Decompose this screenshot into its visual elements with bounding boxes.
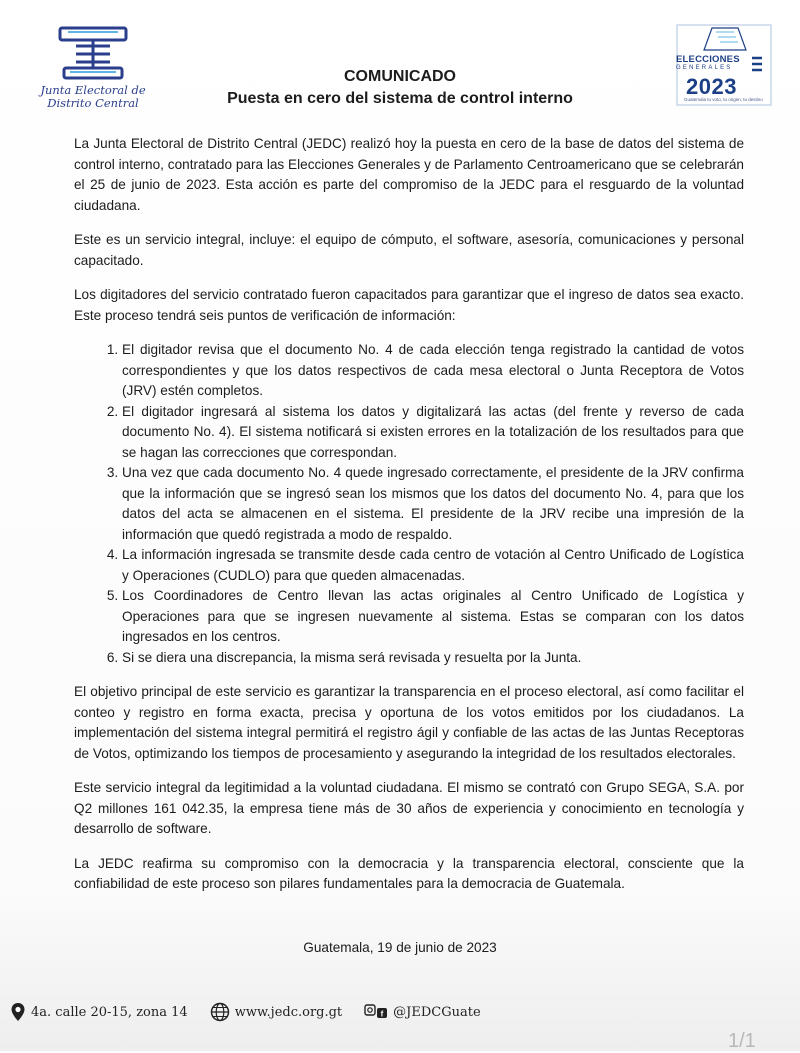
footer-website[interactable] (210, 1002, 342, 1022)
document-title: COMUNICADO (344, 68, 456, 85)
elecciones-2023-logo (676, 24, 772, 106)
jedc-logo (28, 24, 158, 116)
footer (10, 1000, 503, 1024)
list-item: 2. El digitador ingresará al sistema los datos y digitalizará las actas (del frente y reverso de cada documento No. 4). El sistema notificará si existen errores en la totalización de los resultados para que se hagan las correcciones que correspondan. (122, 402, 744, 464)
logo-left-text-line2: Distrito Central (47, 96, 139, 110)
footer-social[interactable] (364, 1003, 481, 1021)
footer-address (10, 1002, 188, 1022)
list-item: 5. Los Coordinadores de Centro llevan las actas originales al Centro Unificado de Logística y Operaciones para que se ingresen nuevamente al sistema. Estas se comparan con los datos ingresados en los centros. (122, 586, 744, 648)
page-number: 1/1 (728, 1030, 756, 1052)
footer-address-text: 4a. calle 20-15, zona 14 (31, 1004, 188, 1020)
list-item: 3. Una vez que cada documento No. 4 quede ingresado correctamente, el presidente de la JRV confirma que la información que se ingresó sean los mismos que los datos del documento No. 4, para que los datos del acta se almacenen en el sistema. El presidente de la JRV recibe una impresión de la información que quedó registrada a modo de respaldo. (122, 463, 744, 545)
svg-text:f: f (380, 1009, 384, 1019)
logo-right-sub: GENERALES (676, 65, 733, 71)
document-subtitle: Puesta en cero del sistema de control interno (227, 90, 573, 107)
footer-website-link[interactable]: www.jedc.org.gt (234, 1004, 343, 1020)
paragraph-1: La Junta Electoral de Distrito Central (JEDC) realizó hoy la puesta en cero de la base de datos del sistema de control interno, contratado para las Elecciones Generales y de Parlamento Centroamericano que se celebrarán el 25 de junio de 2023. Esta acción es parte del compromiso de la JEDC para el resguardo de la voluntad ciudadana. (74, 136, 744, 213)
globe-icon (210, 1002, 230, 1022)
logo-left-text-line1: Junta Electoral de (40, 83, 146, 97)
social-media-icons (364, 1003, 388, 1021)
paragraph-6: La JEDC reafirma su compromiso con la democracia y la transparencia electoral, consciente que la confiabilidad de este proceso son pilares fundamentales para la democracia de Guatemala. (74, 855, 744, 891)
jedc-emblem-icon (54, 24, 132, 82)
paragraph-4: El objetivo principal de este servicio es garantizar la transparencia en el proceso electoral, así como facilitar el conteo y registro en forma exacta, precisa y oportuna de los votos emitidos por los ciudadanos. La implementación del sistema integral permitirá el registro ágil y confiable de las actas de las Juntas Receptoras de Votos, optimizando los tiempos de procesamiento y asegurando la integridad de los resultados electorales. (74, 684, 744, 761)
logo-right-year: 2023 (686, 74, 737, 99)
document-header (170, 66, 630, 110)
paragraph-2: Este es un servicio integral, incluye: el equipo de cómputo, el software, asesoría, comunicaciones y personal capacitado. (74, 232, 744, 268)
list-item: 6. Si se diera una discrepancia, la misma será revisada y resuelta por la Junta. (122, 648, 744, 669)
footer-social-handle[interactable]: @JEDCGuate (393, 1004, 481, 1020)
logo-right-title: ELECCIONES (676, 54, 740, 65)
paragraph-5: Este servicio integral da legitimidad a la voluntad ciudadana. El mismo se contrató con Grupo SEGA, S.A. por Q2 millones 161 042.35, la empresa tiene más de 30 años de experiencia y conocimiento en tecnología y desarrollo de software. (74, 780, 744, 836)
signoff-place-date: Guatemala, 19 de junio de 2023 (303, 940, 497, 955)
document-body (74, 134, 744, 909)
list-item: 4. La información ingresada se transmite desde cada centro de votación al Centro Unificado de Logística y Operaciones (CUDLO) para que queden almacenadas. (122, 545, 744, 586)
logo-right-tag: Guatemala tu voto, tu origen, tu destino (684, 97, 763, 102)
location-pin-icon (10, 1002, 26, 1022)
paragraph-3: Los digitadores del servicio contratado fueron capacitados para garantizar que el ingreso de datos sea exacto. Este proceso tendrá seis puntos de verificación de información: (74, 287, 744, 323)
verification-steps-list (74, 340, 744, 668)
list-item: 1. El digitador revisa que el documento No. 4 de cada elección tenga registrado la cantidad de votos correspondientes y que los datos respectivos de cada mesa electoral o Junta Receptora de Votos (JRV) estén completos. (122, 340, 744, 402)
